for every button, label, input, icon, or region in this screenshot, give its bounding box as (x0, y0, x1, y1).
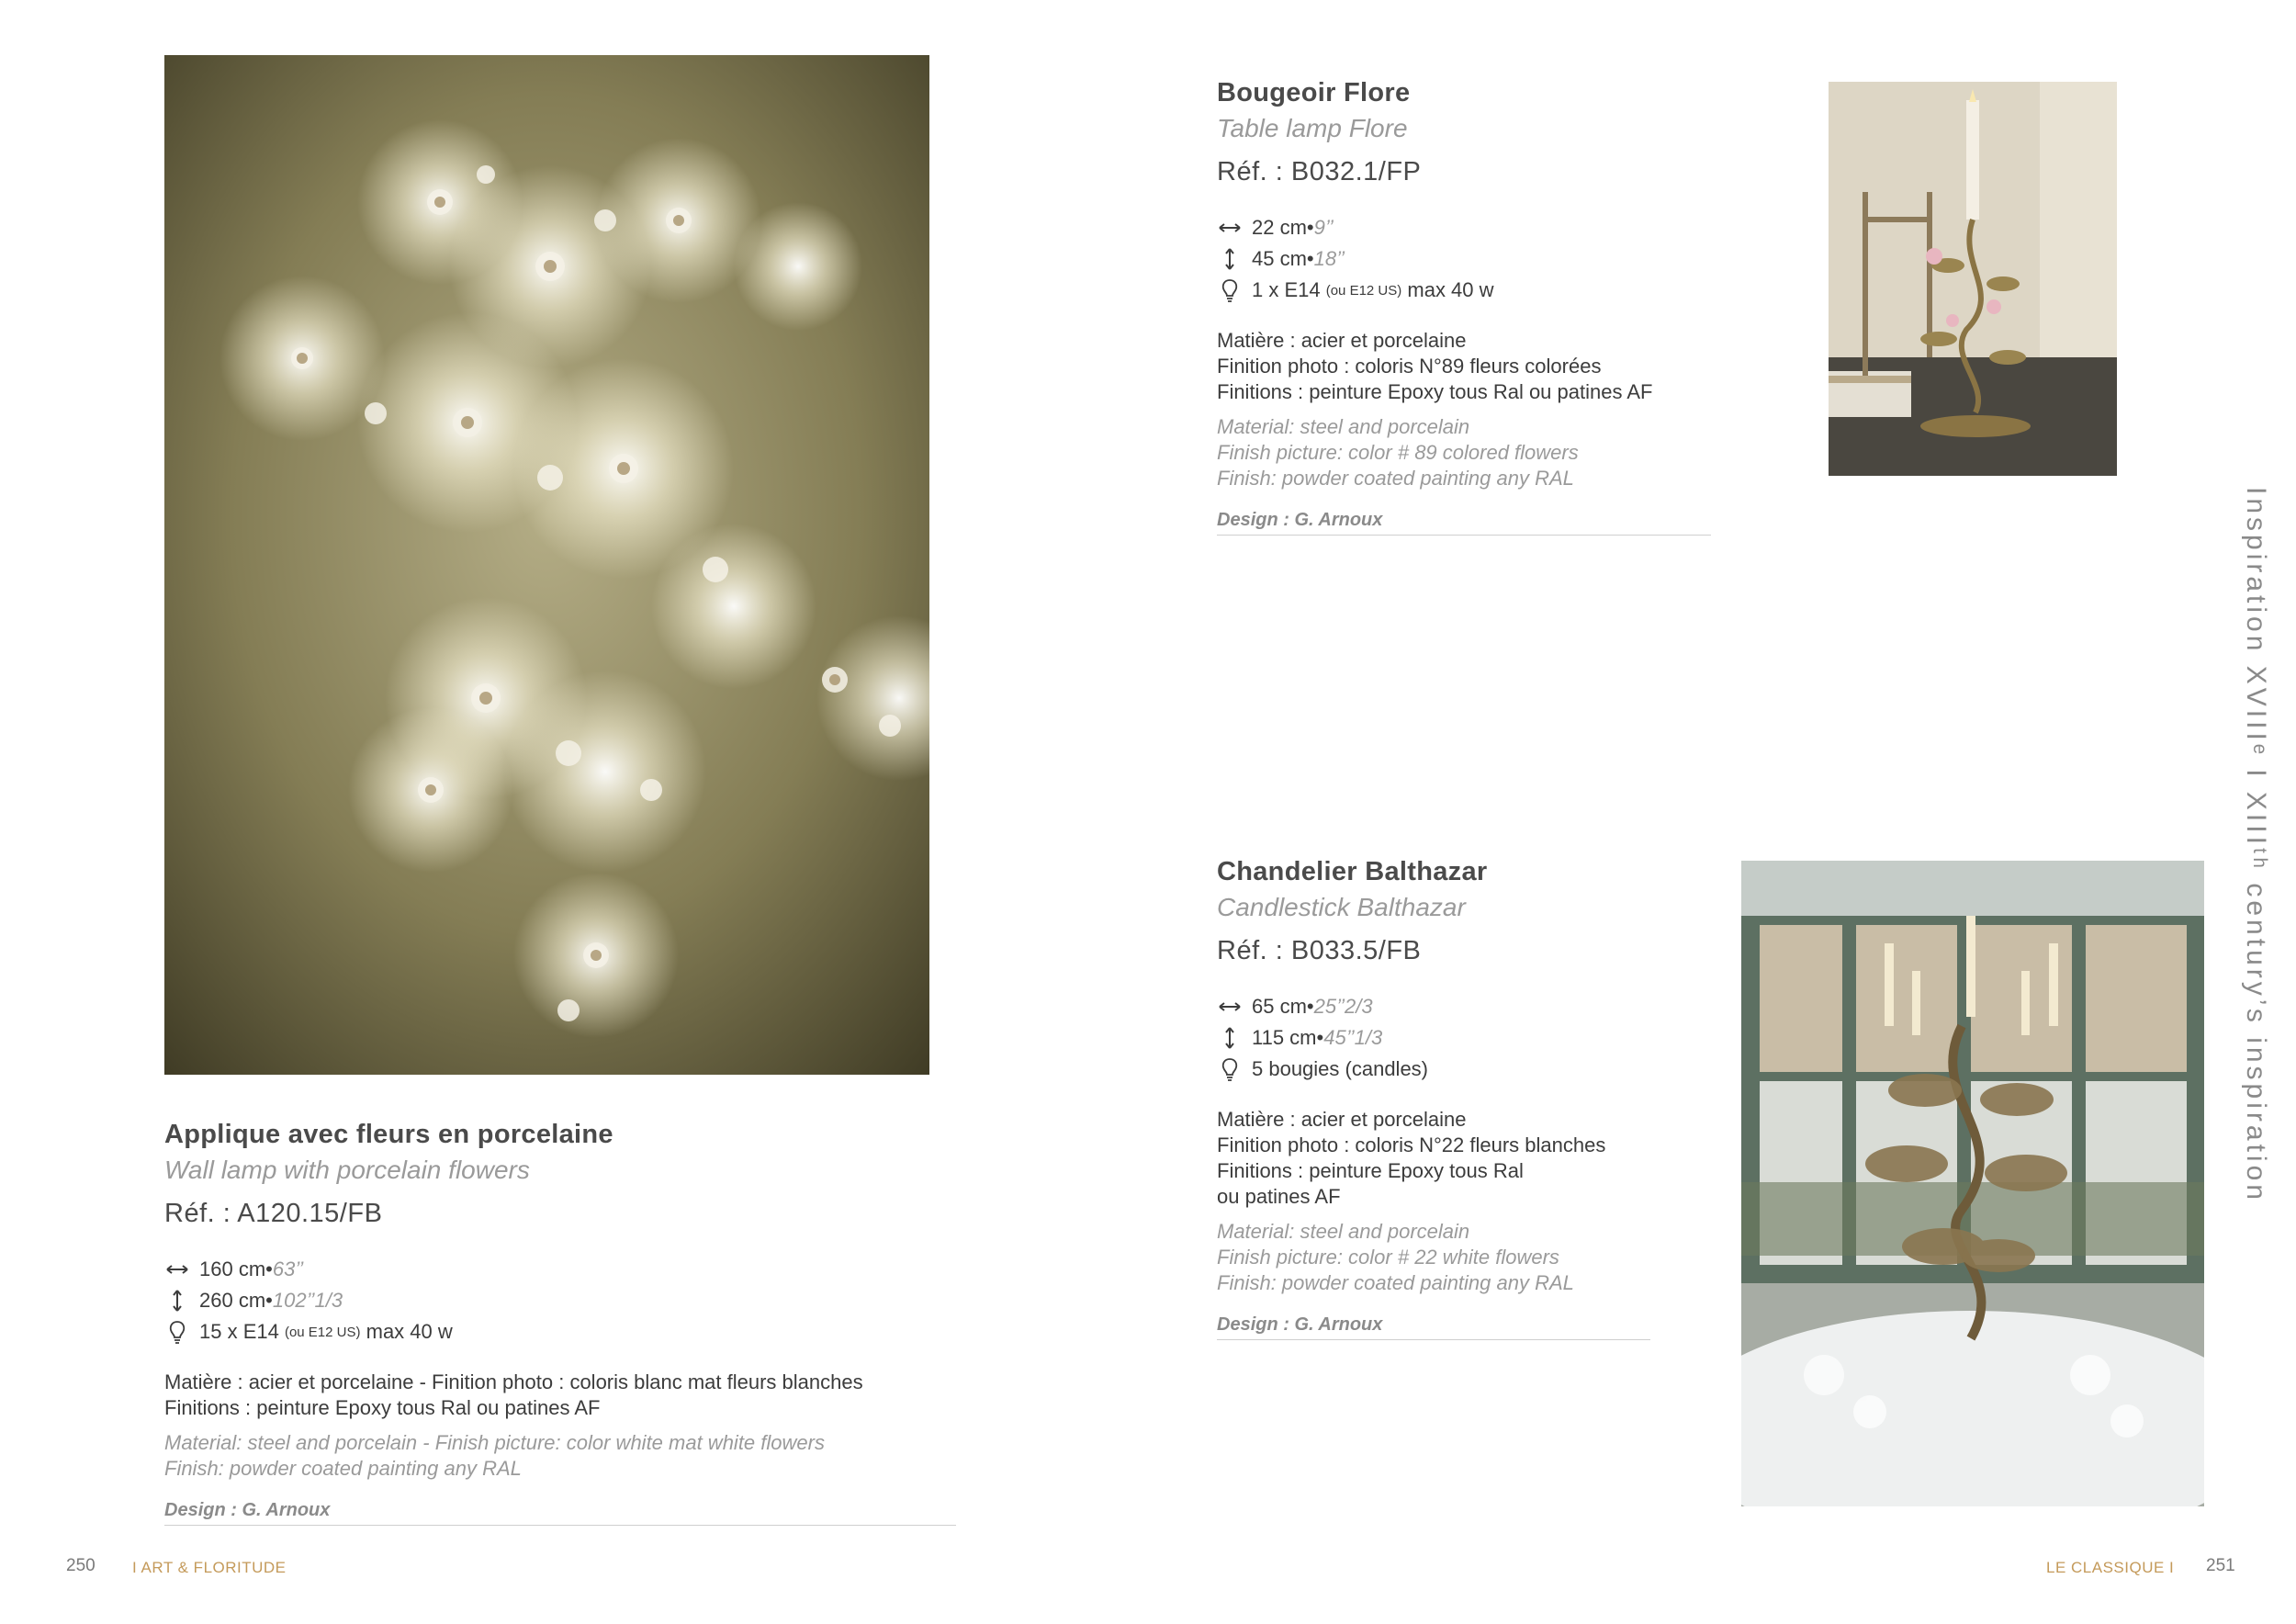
french-line: Finitions : peinture Epoxy tous Ral (1217, 1159, 1524, 1183)
english-line: Finish: powder coated painting any RAL (1217, 1271, 1574, 1295)
height-cm: 115 cm (1252, 1026, 1317, 1050)
spec-list (164, 1254, 956, 1348)
height-cm: 45 cm (1252, 247, 1307, 271)
english-line: Material: steel and porcelain (1217, 415, 1470, 439)
bulb-count: 1 x E14 (1252, 278, 1326, 302)
candlestick-photo (1741, 861, 2204, 1506)
wall-lamp-photo (164, 55, 929, 1075)
product-title: Chandelier Balthazar (1217, 857, 1488, 886)
width-cm: 160 cm (199, 1257, 266, 1281)
height-inch: 102’’1/3 (272, 1289, 343, 1313)
width-inch: 9’’ (1313, 216, 1334, 240)
table-lamp-photo (1829, 82, 2117, 476)
french-line: Matière : acier et porcelaine - Finition photo : coloris blanc mat fleurs blanches (164, 1370, 863, 1394)
english-line: Finish picture: color # 89 colored flowers (1217, 441, 1579, 465)
light-bulb-icon (1217, 1056, 1243, 1082)
product-reference: Réf. : B033.5/FB (1217, 936, 1422, 966)
bulb-spec (164, 1316, 956, 1348)
french-line: Finition photo : coloris N°89 fleurs colorées (1217, 355, 1602, 378)
width-inch: 25’’2/3 (1313, 995, 1373, 1019)
english-line: Material: steel and porcelain (1217, 1220, 1470, 1244)
french-description (1217, 1107, 1713, 1210)
height-inch: 45’’1/3 (1323, 1026, 1383, 1050)
french-line: Finition photo : coloris N°22 fleurs blanches (1217, 1133, 1606, 1157)
running-title-left: I ART & FLORITUDE (132, 1559, 287, 1576)
english-description (1217, 414, 1711, 491)
designer-credit: Design : G. Arnoux (1217, 1314, 1650, 1340)
spec-list (1217, 212, 1711, 306)
french-line: ou patines AF (1217, 1185, 1341, 1209)
height-separator: • (1316, 1026, 1324, 1050)
product-reference: Réf. : B032.1/FP (1217, 157, 1422, 187)
width-arrow-icon (1217, 215, 1243, 241)
bulb-us-note: (ou E12 US) (284, 1324, 361, 1340)
french-line: Finitions : peinture Epoxy tous Ral ou patines AF (164, 1396, 601, 1420)
english-line: Finish picture: color # 22 white flowers (1217, 1246, 1559, 1269)
english-description (1217, 1219, 1713, 1296)
height-arrow-icon (1217, 246, 1243, 272)
candles-spec (1217, 1054, 1713, 1085)
page-number-right: 251 (2206, 1556, 2235, 1575)
designer-credit: Design : G. Arnoux (1217, 510, 1711, 536)
french-description (1217, 328, 1711, 405)
width-inch: 63’’ (272, 1257, 304, 1281)
bulb-power: max 40 w (1401, 278, 1494, 302)
height-separator: • (1306, 247, 1314, 271)
bulb-power: max 40 w (360, 1320, 453, 1344)
french-line: Matière : acier et porcelaine (1217, 329, 1467, 353)
english-line: Material: steel and porcelain - Finish picture: color white mat white flowers (164, 1431, 825, 1455)
candle-count: 5 bougies (candles) (1252, 1057, 1429, 1081)
english-line: Finish: powder coated painting any RAL (164, 1457, 522, 1481)
english-line: Finish: powder coated painting any RAL (1217, 467, 1574, 491)
height-arrow-icon (1217, 1025, 1243, 1051)
height-separator: • (265, 1289, 273, 1313)
width-separator: • (1306, 216, 1314, 240)
bulb-spec (1217, 275, 1711, 306)
width-arrow-icon (164, 1257, 190, 1282)
product-title: Bougeoir Flore (1217, 78, 1411, 107)
width-arrow-icon (1217, 994, 1243, 1020)
width-separator: • (265, 1257, 273, 1281)
french-line: Matière : acier et porcelaine (1217, 1108, 1467, 1132)
page-number-left: 250 (66, 1556, 96, 1575)
french-line: Finitions : peinture Epoxy tous Ral ou patines AF (1217, 380, 1653, 404)
english-description (164, 1430, 956, 1482)
width-spec (1217, 991, 1713, 1022)
bulb-count: 15 x E14 (199, 1320, 285, 1344)
product-title: Applique avec fleurs en porcelaine (164, 1120, 613, 1149)
side-section-title: Inspiration XVIIIᵉ I XIIIᵗʰ century’s inspiration (2241, 487, 2271, 1203)
height-spec (1217, 1022, 1713, 1054)
width-spec (1217, 212, 1711, 243)
width-cm: 65 cm (1252, 995, 1307, 1019)
product-subtitle: Candlestick Balthazar (1217, 892, 1466, 921)
designer-credit: Design : G. Arnoux (164, 1500, 956, 1526)
bulb-us-note: (ou E12 US) (1325, 282, 1402, 299)
light-bulb-icon (164, 1319, 190, 1345)
left-product-info (164, 1119, 956, 1526)
french-description (164, 1370, 956, 1421)
height-spec (164, 1285, 956, 1316)
product-2-info (1217, 856, 1713, 1340)
light-bulb-icon (1217, 277, 1243, 303)
height-cm: 260 cm (199, 1289, 266, 1313)
height-spec (1217, 243, 1711, 275)
height-inch: 18’’ (1313, 247, 1345, 271)
width-cm: 22 cm (1252, 216, 1307, 240)
product-reference: Réf. : A120.15/FB (164, 1199, 383, 1229)
height-arrow-icon (164, 1288, 190, 1314)
product-subtitle: Table lamp Flore (1217, 113, 1408, 142)
width-separator: • (1306, 995, 1314, 1019)
running-title-right: LE CLASSIQUE I (2046, 1559, 2175, 1576)
product-subtitle: Wall lamp with porcelain flowers (164, 1155, 530, 1184)
spec-list (1217, 991, 1713, 1085)
product-1-info (1217, 77, 1711, 536)
width-spec (164, 1254, 956, 1285)
